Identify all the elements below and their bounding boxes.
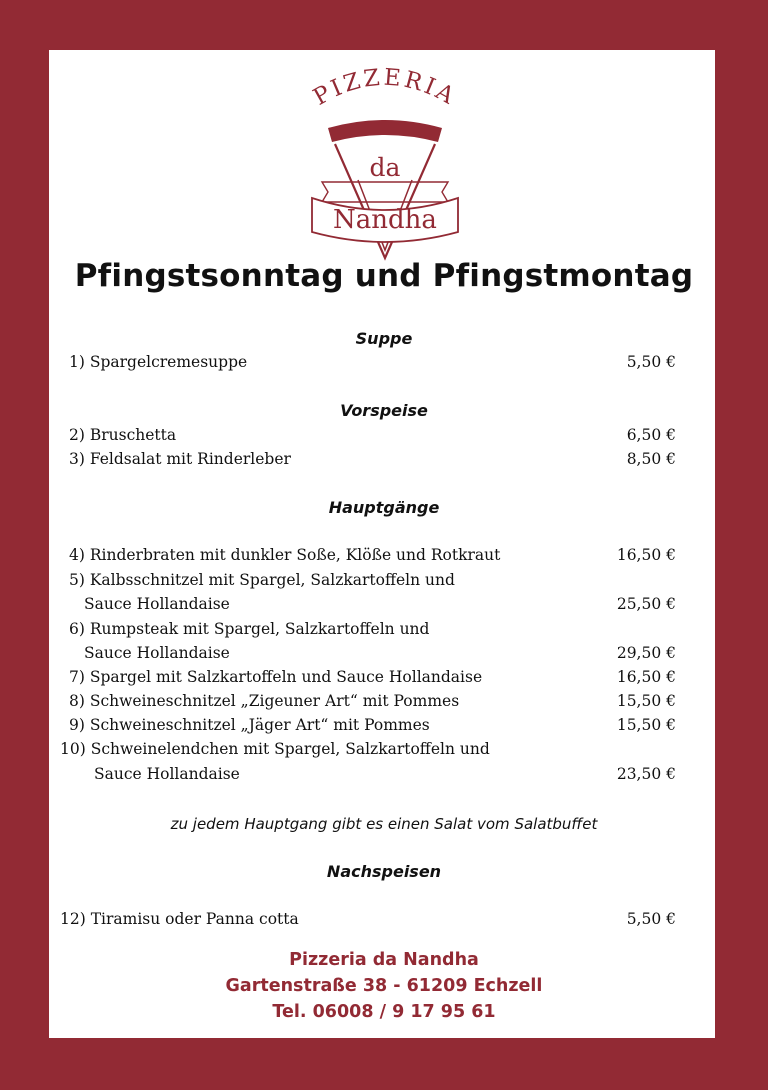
menu-item-name-continued: Sauce Hollandaise — [84, 644, 230, 662]
menu-item-name: 6) Rumpsteak mit Spargel, Salzkartoffeln und — [69, 620, 430, 638]
menu-item-name-continued: Sauce Hollandaise — [84, 595, 230, 613]
menu-item-name: 1) Spargelcremesuppe — [69, 353, 248, 371]
menu-item-name: 7) Spargel mit Salzkartoffeln und Sauce Hollandaise — [69, 668, 483, 686]
menu-item-name: 10) Schweinelendchen mit Spargel, Salzkartoffeln und — [60, 740, 490, 758]
menu-item-price: 15,50 € — [616, 716, 676, 734]
logo-bottom-text: Nandha — [333, 205, 437, 235]
menu-item-name: 3) Feldsalat mit Rinderleber — [69, 450, 291, 468]
section-vorspeise: Vorspeise — [340, 401, 428, 420]
logo-middle-text: da — [369, 153, 401, 182]
menu-item-name: 12) Tiramisu oder Panna cotta — [60, 910, 299, 928]
section-nachspeisen: Nachspeisen — [326, 862, 442, 881]
menu-item-price: 8,50 € — [626, 450, 676, 468]
pizzeria-logo — [290, 60, 480, 265]
menu-item-name: 2) Bruschetta — [69, 426, 177, 444]
menu-item-name-continued: Sauce Hollandaise — [94, 765, 240, 783]
page-title: Pfingstsonntag und Pfingstmontag — [74, 258, 694, 294]
footer-restaurant-name: Pizzeria da Nandha — [289, 950, 479, 970]
menu-item-name: 4) Rinderbraten mit dunkler Soße, Klöße und Rotkraut — [69, 546, 501, 564]
menu-item-price: 16,50 € — [616, 546, 676, 564]
menu-item-price: 5,50 € — [626, 910, 676, 928]
menu-item-price: 6,50 € — [626, 426, 676, 444]
menu-item-price: 23,50 € — [616, 765, 676, 783]
salad-note: zu jedem Hauptgang gibt es einen Salat vom Salatbuffet — [170, 815, 598, 833]
footer-phone: Tel. 06008 / 9 17 95 61 — [272, 1002, 496, 1022]
logo-top-text: PIZZERIA — [309, 64, 461, 111]
menu-item-name: 8) Schweineschnitzel „Zigeuner Art“ mit Pommes — [69, 692, 460, 710]
menu-item-price: 5,50 € — [626, 353, 676, 371]
menu-item-price: 29,50 € — [616, 644, 676, 662]
menu-item-price: 16,50 € — [616, 668, 676, 686]
section-suppe: Suppe — [355, 329, 413, 348]
menu-item-name: 9) Schweineschnitzel „Jäger Art“ mit Pommes — [69, 716, 430, 734]
menu-item-name: 5) Kalbsschnitzel mit Spargel, Salzkartoffeln und — [69, 571, 455, 589]
section-hauptgaenge: Hauptgänge — [328, 498, 440, 517]
footer-address: Gartenstraße 38 - 61209 Echzell — [225, 976, 543, 996]
menu-item-price: 15,50 € — [616, 692, 676, 710]
menu-item-price: 25,50 € — [616, 595, 676, 613]
